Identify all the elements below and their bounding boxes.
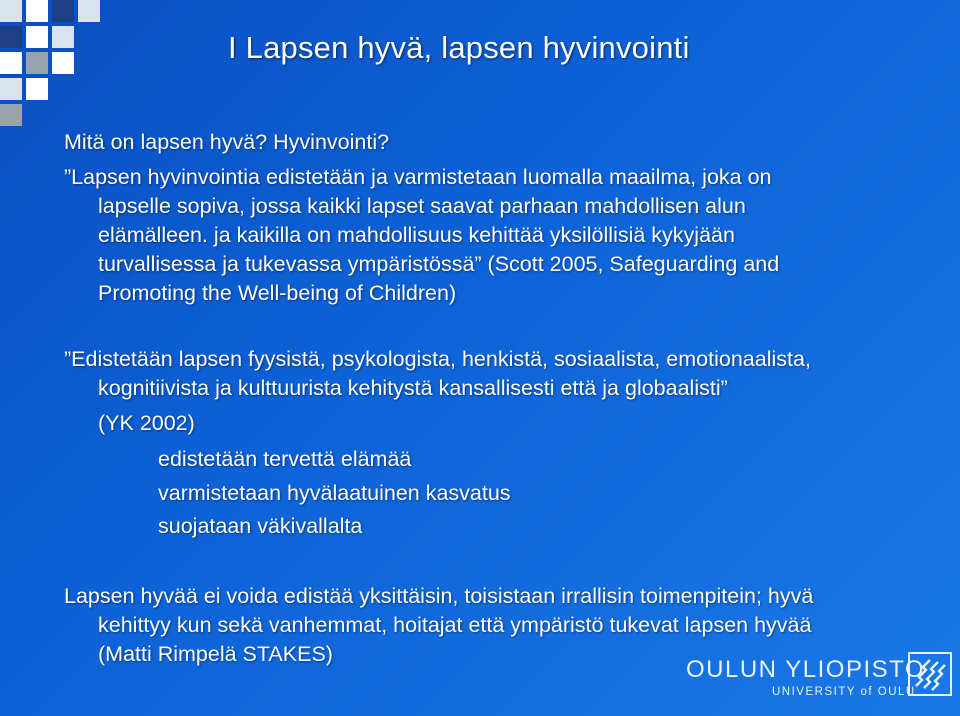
body-line: lapselle sopiva, jossa kaikki lapset saavat parhaan mahdollisen alun (98, 194, 746, 218)
body-line: (Matti Rimpelä STAKES) (98, 642, 333, 666)
body-line: Lapsen hyvää ei voida edistää yksittäisin, toisistaan irrallisin toimenpitein; hyvä (64, 584, 814, 608)
sub-item: edistetään tervettä elämää (158, 447, 412, 471)
body-line: kognitiivista ja kulttuurista kehitystä kansallisesti että ja globaalisti” (98, 376, 728, 400)
university-logo (686, 652, 956, 712)
body-line: (YK 2002) (98, 411, 195, 435)
body-line: turvallisessa ja tukevassa ympäristössä” (Scott 2005, Safeguarding and (98, 252, 780, 276)
slide-title: I Lapsen hyvä, lapsen hyvinvointi (228, 30, 690, 65)
logo-subtitle: UNIVERSITY of OULU (772, 686, 916, 698)
body-line: Mitä on lapsen hyvä? Hyvinvointi? (64, 130, 390, 154)
university-logo-icon (908, 652, 952, 696)
body-line: Promoting the Well-being of Children) (98, 281, 457, 305)
body-line: ”Edistetään lapsen fyysistä, psykologista, henkistä, sosiaalista, emotionaalista, (64, 347, 811, 371)
sub-item: varmistetaan hyvälaatuinen kasvatus (158, 481, 511, 505)
body-line: kehittyy kun sekä vanhemmat, hoitajat että ympäristö tukevat lapsen hyvää (98, 613, 812, 637)
body-line: elämälleen. ja kaikilla on mahdollisuus kehittää yksilöllisiä kykyjään (98, 223, 735, 247)
logo-name: OULUN YLIOPISTO (686, 656, 926, 683)
body-line: ”Lapsen hyvinvointia edistetään ja varmistetaan luomalla maailma, joka on (64, 165, 772, 189)
sub-item: suojataan väkivallalta (158, 514, 363, 538)
